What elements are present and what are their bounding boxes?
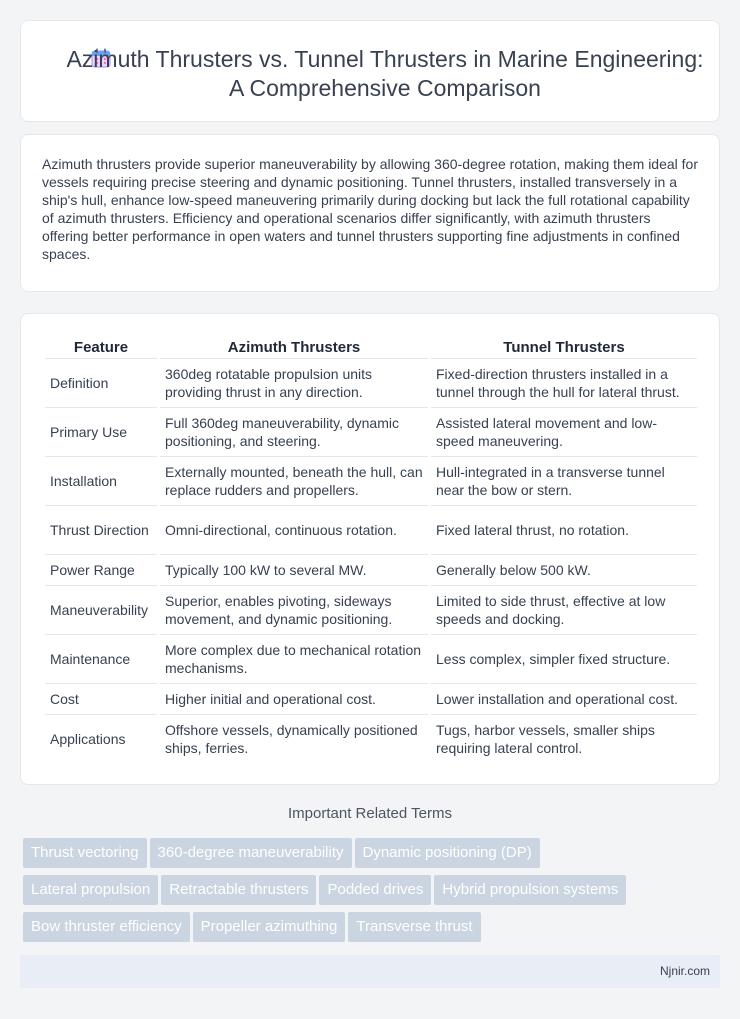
- header-feature: Feature: [73, 339, 129, 356]
- header-azimuth: Azimuth Thrusters: [227, 339, 361, 356]
- table-row: [45, 505, 697, 554]
- tag-360-degree-maneuverability[interactable]: 360-degree maneuverability: [150, 838, 352, 868]
- header-tunnel: Tunnel Thrusters: [503, 339, 625, 356]
- azimuth-cell: Typically 100 kW to several MW.: [160, 554, 428, 585]
- footer: [20, 955, 720, 988]
- azimuth-cell: Offshore vessels, dynamically positioned ships, ferries.: [160, 714, 428, 763]
- tunnel-cell: Fixed lateral thrust, no rotation.: [431, 505, 697, 554]
- tunnel-cell: Limited to side thrust, effective at low speeds and docking.: [431, 585, 697, 634]
- related-terms-title: Important Related Terms: [288, 805, 452, 822]
- tag-transverse-thrust[interactable]: Transverse thrust: [348, 912, 480, 942]
- title-card: [20, 20, 720, 122]
- tunnel-cell: Hull-integrated in a transverse tunnel near the bow or stern.: [431, 456, 697, 505]
- tag-row: [23, 838, 723, 875]
- table-row: [45, 358, 697, 407]
- tunnel-cell: Tugs, harbor vessels, smaller ships requiring lateral control.: [431, 714, 697, 763]
- footer-site[interactable]: Njnir.com: [659, 964, 710, 978]
- tag-propeller-azimuthing[interactable]: Propeller azimuthing: [193, 912, 346, 942]
- tag-podded-drives[interactable]: Podded drives: [319, 875, 431, 905]
- table-row: [45, 683, 697, 714]
- feature-cell: Primary Use: [45, 407, 157, 456]
- intro-paragraph: Azimuth thrusters provide superior maneuverability by allowing 360-degree rotation, making them ideal for vessels requiring precise steering and dynamic positioning. Tunnel thrusters, installed transversely in a ship's hull, enhance low-speed maneuvering primarily during docking but lack the full rotational capability of azimuth thrusters. Efficiency and operational scenarios differ significantly, with azimuth thrusters offering better performance in open waters and tunnel thrusters supporting fine adjustments in confined spaces.: [42, 156, 698, 262]
- azimuth-cell: 360deg rotatable propulsion units providing thrust in any direction.: [160, 358, 428, 407]
- table-row: [45, 634, 697, 683]
- page-title: Azimuth Thrusters vs. Tunnel Thrusters in Marine Engineering: A Comprehensive Comparison: [66, 46, 704, 101]
- azimuth-cell: Externally mounted, beneath the hull, can replace rudders and propellers.: [160, 456, 428, 505]
- table-row: [45, 585, 697, 634]
- azimuth-cell: Full 360deg maneuverability, dynamic positioning, and steering.: [160, 407, 428, 456]
- feature-cell: Power Range: [45, 554, 157, 585]
- tunnel-cell: Assisted lateral movement and low-speed maneuvering.: [431, 407, 697, 456]
- feature-cell: Applications: [45, 714, 157, 763]
- feature-cell: Thrust Direction: [45, 505, 157, 554]
- feature-cell: Definition: [45, 358, 157, 407]
- tag-row: [23, 875, 723, 912]
- tunnel-cell: Generally below 500 kW.: [431, 554, 697, 585]
- tunnel-cell: Lower installation and operational cost.: [431, 683, 697, 714]
- related-terms-tags: [23, 838, 723, 949]
- table-header-row: [45, 335, 697, 358]
- tag-bow-thruster-efficiency[interactable]: Bow thruster efficiency: [23, 912, 190, 942]
- azimuth-cell: Omni-directional, continuous rotation.: [160, 505, 428, 554]
- table-row: [45, 456, 697, 505]
- comparison-table: [42, 335, 700, 763]
- tunnel-cell: Less complex, simpler fixed structure.: [431, 634, 697, 683]
- tag-thrust-vectoring[interactable]: Thrust vectoring: [23, 838, 147, 868]
- intro-card: [20, 134, 720, 292]
- tag-row: [23, 912, 723, 949]
- feature-cell: Maintenance: [45, 634, 157, 683]
- feature-cell: Cost: [45, 683, 157, 714]
- tag-lateral-propulsion[interactable]: Lateral propulsion: [23, 875, 158, 905]
- azimuth-cell: More complex due to mechanical rotation mechanisms.: [160, 634, 428, 683]
- tag-retractable-thrusters[interactable]: Retractable thrusters: [161, 875, 316, 905]
- tag-hybrid-propulsion-systems[interactable]: Hybrid propulsion systems: [434, 875, 626, 905]
- feature-cell: Maneuverability: [45, 585, 157, 634]
- azimuth-cell: Superior, enables pivoting, sideways movement, and dynamic positioning.: [160, 585, 428, 634]
- feature-cell: Installation: [45, 456, 157, 505]
- table-row: [45, 554, 697, 585]
- azimuth-cell: Higher initial and operational cost.: [160, 683, 428, 714]
- table-row: [45, 714, 697, 763]
- table-row: [45, 407, 697, 456]
- tunnel-cell: Fixed-direction thrusters installed in a tunnel through the hull for lateral thrust.: [431, 358, 697, 407]
- tag-dynamic-positioning[interactable]: Dynamic positioning (DP): [355, 838, 540, 868]
- comparison-table-card: [20, 313, 720, 785]
